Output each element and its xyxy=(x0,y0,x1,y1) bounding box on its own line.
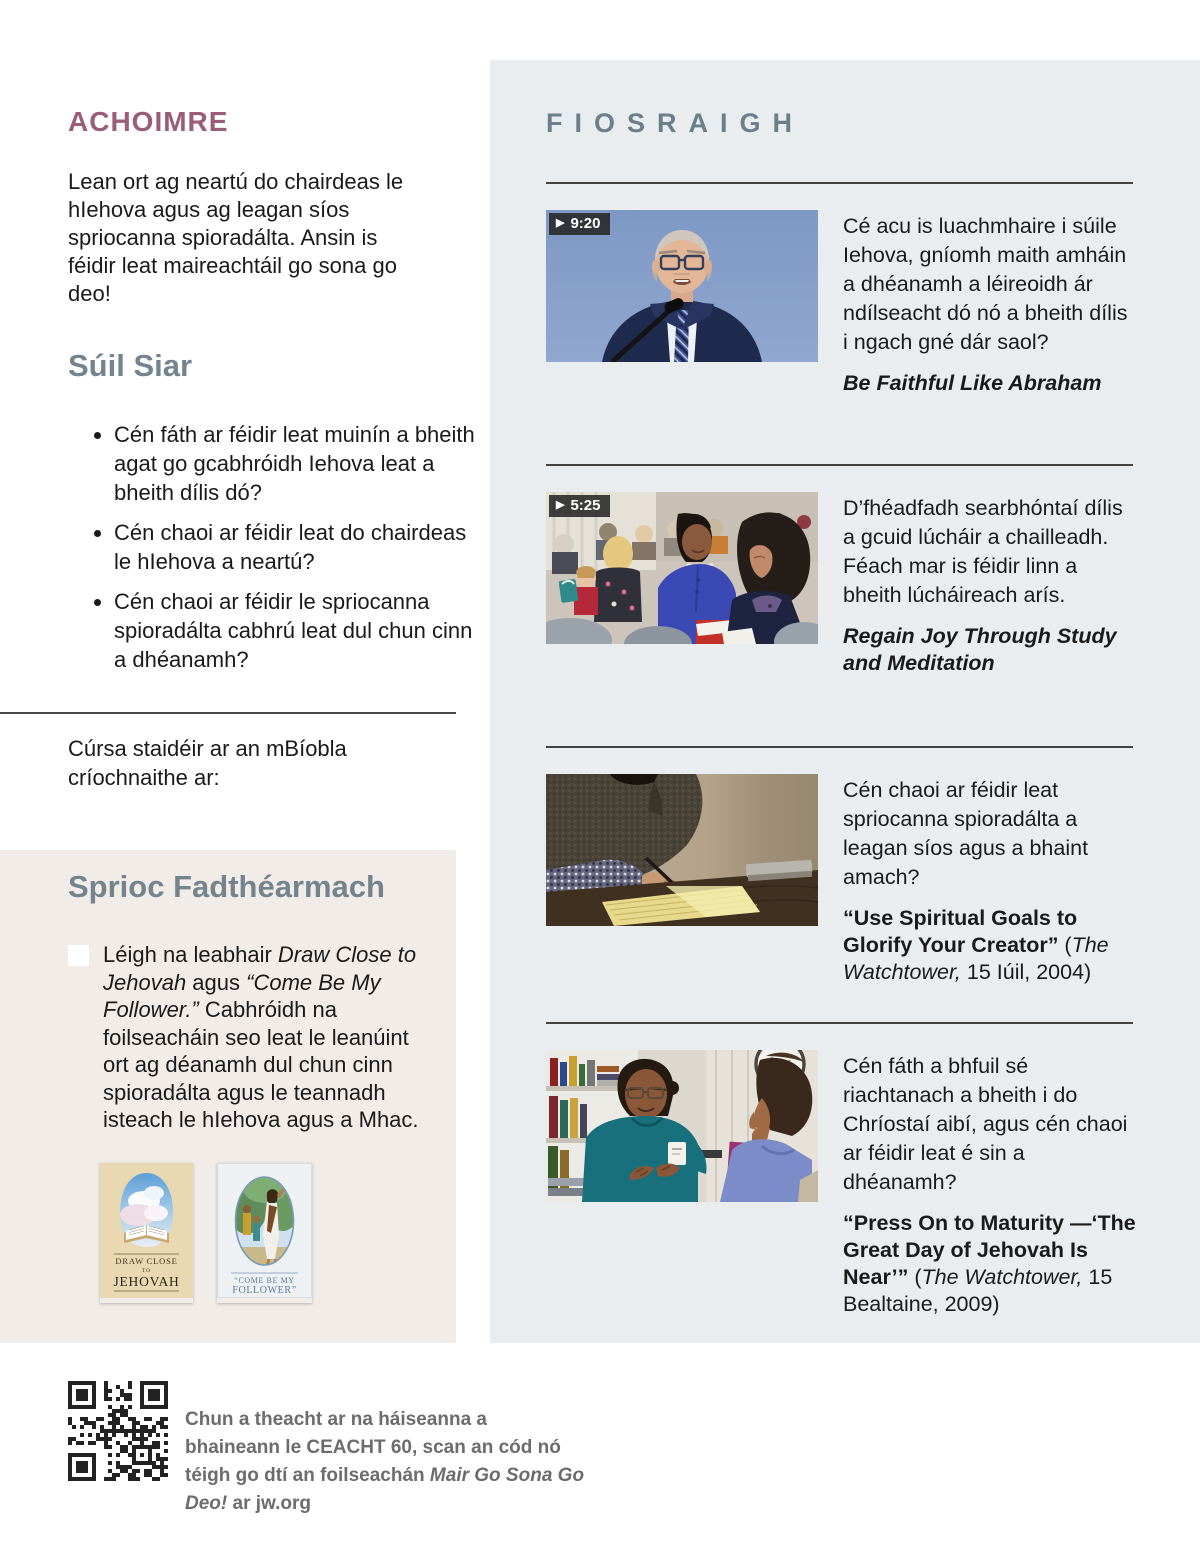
draw-close-cover-image xyxy=(100,1163,193,1298)
duration-label: 9:20 xyxy=(570,215,601,232)
item-description: Cé acu is luachmhaire i súile Iehova, gníomh maith amháin a dhéanamh a léireoidh ár ndílseacht dó nó a bheith dílis i ngach gné dár saol? xyxy=(843,214,1128,354)
item-divider xyxy=(546,464,1133,466)
video-thumbnail-congregation[interactable] xyxy=(546,492,818,644)
two-women-talking-image xyxy=(546,1050,818,1202)
section-divider xyxy=(0,712,456,714)
play-icon: ▶ xyxy=(556,217,565,229)
review-heading: Súil Siar xyxy=(68,348,193,383)
summary-text: Lean ort ag neartú do chairdeas le hIehova agus ag leagan síos spriocanna spioradálta. Ansin is féidir leat maireachtáil go sona go deo! xyxy=(68,169,404,306)
come-be-my-follower-cover-image xyxy=(217,1163,312,1298)
book-cover-come-be-my-follower xyxy=(217,1163,312,1303)
review-question: • Cén fáth ar féidir leat muinín a bheith agat go gcabhróidh Iehova leat a bheith dílis dó? xyxy=(114,420,486,507)
goal-text: Léigh na leabhair Draw Close to Jehovah agus “Come Be My Follower.” Cabhróidh na foilseacháin seo leat le leanúint ort ag déanamh dul chun cinn spioradálta agus le teannadh isteach le hIehova agus a Mhac. xyxy=(103,942,419,1132)
item-title: “Press On to Maturity —‘The Great Day of Jehovah Is Near’” (The Watchtower, 15 Bealtaine, 2009) xyxy=(843,1211,1136,1316)
goal-checkbox[interactable] xyxy=(68,945,89,966)
item-description: D’fhéadfadh searbhóntaí dílis a gcuid lúcháir a chailleadh. Féach mar is féidir linn a bheith lúcháireach arís. xyxy=(843,496,1123,607)
item-title: “Use Spiritual Goals to Glorify Your Creator” (The Watchtower, 15 Iúil, 2004) xyxy=(843,906,1109,984)
book1-title-line3: JEHOVAH xyxy=(113,1274,180,1289)
man-writing-goals-image xyxy=(546,774,818,926)
book-covers xyxy=(100,1163,312,1303)
duration-badge xyxy=(549,495,610,517)
duration-label: 5:25 xyxy=(570,497,601,514)
duration-badge xyxy=(549,213,610,235)
summary-heading: ACHOIMRE xyxy=(68,106,229,137)
qr-code xyxy=(65,1378,171,1484)
goal-heading: Sprioc Fadthéarmach xyxy=(68,869,385,904)
item-divider xyxy=(546,1022,1133,1024)
explore-heading: FIOSRAIGH xyxy=(546,108,805,138)
book2-title-line1: “COME BE MY xyxy=(234,1276,296,1285)
item-divider xyxy=(546,746,1133,748)
review-question: • Cén chaoi ar féidir le spriocanna spioradálta cabhrú leat dul chun cinn a dhéanamh? xyxy=(114,587,486,674)
review-question: • Cén chaoi ar féidir leat do chairdeas le hIehova a neartú? xyxy=(114,518,486,576)
item-divider xyxy=(546,182,1133,184)
explore-panel xyxy=(490,60,1200,1343)
book2-title-line2: FOLLOWER” xyxy=(232,1285,298,1296)
article-image-writing xyxy=(546,774,818,926)
item-description: Cén chaoi ar féidir leat spriocanna spioradálta a leagan síos agus a bhaint amach? xyxy=(843,778,1089,889)
item-title: Be Faithful Like Abraham xyxy=(843,371,1102,395)
video-thumbnail-speaker[interactable] xyxy=(546,210,818,362)
article-image-conversation xyxy=(546,1050,818,1202)
book-cover-draw-close-to-jehovah xyxy=(100,1163,193,1303)
play-icon: ▶ xyxy=(556,499,565,511)
book1-title-line2: TO xyxy=(141,1268,152,1274)
item-title: Regain Joy Through Study and Meditation xyxy=(843,624,1117,675)
item-description: Cén fáth a bhfuil sé riachtanach a bheith i do Chríostaí aibí, agus cén chaoi ar féidir leat é sin a dhéanamh? xyxy=(843,1054,1128,1194)
book1-title-line1: DRAW CLOSE xyxy=(115,1256,178,1266)
review-question-list xyxy=(86,420,486,685)
qr-caption: Chun a theacht ar na háiseanna a bhaineann le CEACHT 60, scan an cód nó téigh go dtí an foilseachán Mair Go Sona Go Deo! ar jw.org xyxy=(185,1409,585,1514)
course-completion-note: Cúrsa staidéir ar an mBíobla críochnaithe ar: xyxy=(68,736,347,790)
